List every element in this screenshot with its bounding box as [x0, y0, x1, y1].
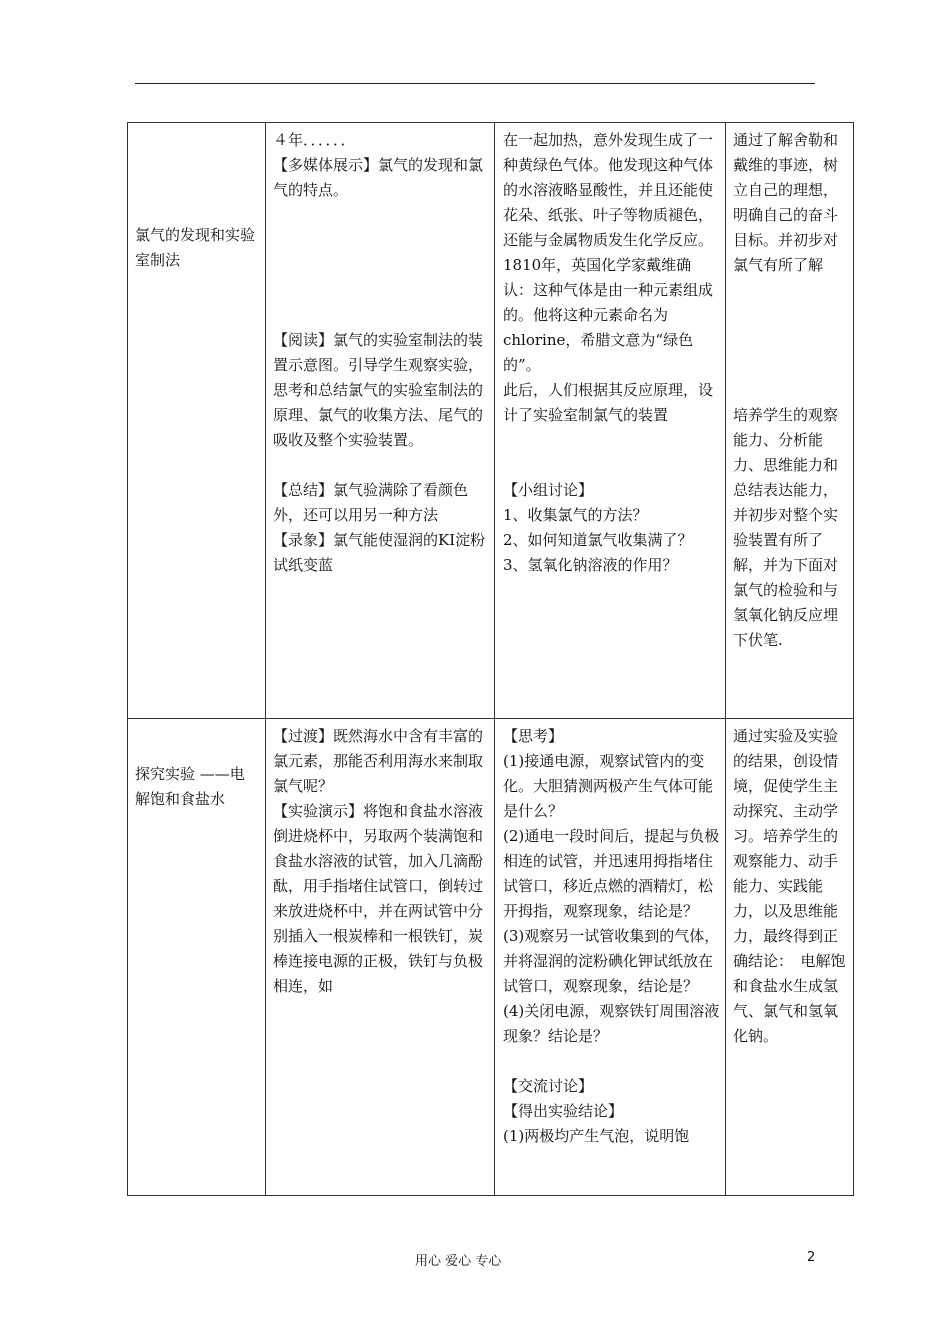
- row-divider: [127, 718, 854, 719]
- table-border-right: [853, 122, 854, 1196]
- paragraph: 通过了解舍勒和戴维的事迹，树立自己的理想，明确自己的奋斗目标。并初步对氯气有所了解: [733, 131, 839, 274]
- paragraph: (3)观察另一试管收集到的气体，并将湿润的淀粉碘化钾试纸放在试管口，观察现象，结论是？: [503, 927, 720, 995]
- row-1-teacher-activity: [273, 128, 489, 578]
- paragraph: 【多媒体展示】氯气的发现和氯气的特点。: [273, 156, 484, 199]
- row-2-teacher-activity: [273, 724, 489, 999]
- paragraph: 【思考】: [503, 727, 564, 745]
- lesson-plan-table: [127, 122, 854, 1196]
- footer-text: 用心 爱心 专心: [415, 1254, 502, 1269]
- header-rule: [135, 83, 815, 84]
- paragraph: 此后，人们根据其反应原理，设计了实验室制氯气的装置: [503, 381, 714, 424]
- paragraph: 3、氢氧化钠溶液的作用？: [503, 556, 678, 574]
- paragraph: (1)接通电源，观察试管内的变化。大胆猜测两极产生气体可能是什么？: [503, 752, 714, 820]
- column-divider: [725, 122, 726, 1196]
- paragraph: 在一起加热，意外发现生成了一种黄绿色气体。他发现这种气体的水溶液略显酸性，并且还能使花朵、纸张、叶子等物质褪色，还能与金属物质发生化学反应。1810年，英国化学家戴维确认：这种气体是由一种元素组成的。他将这种元素命名为chlorine，希腊文意为“绿色的”。: [503, 131, 714, 374]
- paragraph: 【小组讨论】: [503, 481, 594, 499]
- table-border-top: [127, 122, 854, 123]
- paragraph: 培养学生的观察能力、分析能力、思维能力和总结表达能力，并初步对整个实验装置有所了解，并为下面对氯气的检验和与氢氧化钠反应埋下伏笔.: [733, 406, 839, 649]
- row-2-topic: [135, 762, 259, 812]
- page-number: 2: [807, 1250, 816, 1265]
- table-border-bottom: [127, 1195, 854, 1196]
- row-1-design-intent: [733, 128, 848, 653]
- paragraph: 通过实验及实验的结果，创设情境，促使学生主动探究、主动学习。培养学生的观察能力、动手能力、实践能力，以及思维能力，最终得到正确结论： 电解饱和食盐水生成氢气、氯气和氢氧化钠。: [733, 727, 846, 1045]
- paragraph: 1、收集氯气的方法？: [503, 506, 648, 524]
- paragraph: 【过渡】既然海水中含有丰富的氯元素，那能否利用海水来制取氯气呢？: [273, 727, 484, 795]
- paragraph: 【阅读】氯气的实验室制法的装置示意图。引导学生观察实验，思考和总结氯气的实验室制法的原理、氯气的收集方法、尾气的吸收及整个实验装置。: [273, 331, 484, 449]
- paragraph: 【交流讨论】: [503, 1077, 594, 1095]
- paragraph: ４年．．．．．．: [273, 131, 356, 149]
- paragraph: (1)两极均产生气泡，说明饱: [503, 1127, 690, 1145]
- paragraph: 【录象】氯气能使湿润的KI淀粉试纸变蓝: [273, 531, 486, 574]
- column-divider: [494, 122, 495, 1196]
- row-1-topic: [135, 223, 259, 273]
- row-2-design-intent: [733, 724, 848, 1049]
- paragraph: 2、如何知道氯气收集满了？: [503, 531, 693, 549]
- row-1-student-activity: [503, 128, 721, 578]
- paragraph: (4)关闭电源，观察铁钉周围溶液现象？结论是？: [503, 1002, 720, 1045]
- topic-text: 探究实验 ——电解饱和食盐水: [135, 765, 245, 808]
- column-divider: [265, 122, 266, 1196]
- paragraph: 【得出实验结论】: [503, 1102, 624, 1120]
- table-border-left: [127, 122, 128, 1196]
- paragraph: (2)通电一段时间后，提起与负极相连的试管，并迅速用拇指堵住试管口，移近点燃的酒精灯，松开拇指，观察现象，结论是？: [503, 827, 720, 920]
- paragraph: 【总结】氯气验满除了看颜色外，还可以用另一种方法: [273, 481, 469, 524]
- paragraph: 【实验演示】将饱和食盐水溶液倒进烧杯中，另取两个装满饱和食盐水溶液的试管，加入几滴酚酞，用手指堵住试管口，倒转过来放进烧杯中，并在两试管中分别插入一根炭棒和一根铁钉，炭棒连接电源的正极，铁钉与负极相连，如: [273, 802, 484, 995]
- row-2-student-activity: [503, 724, 721, 1149]
- topic-text: 氯气的发现和实验室制法: [135, 226, 256, 269]
